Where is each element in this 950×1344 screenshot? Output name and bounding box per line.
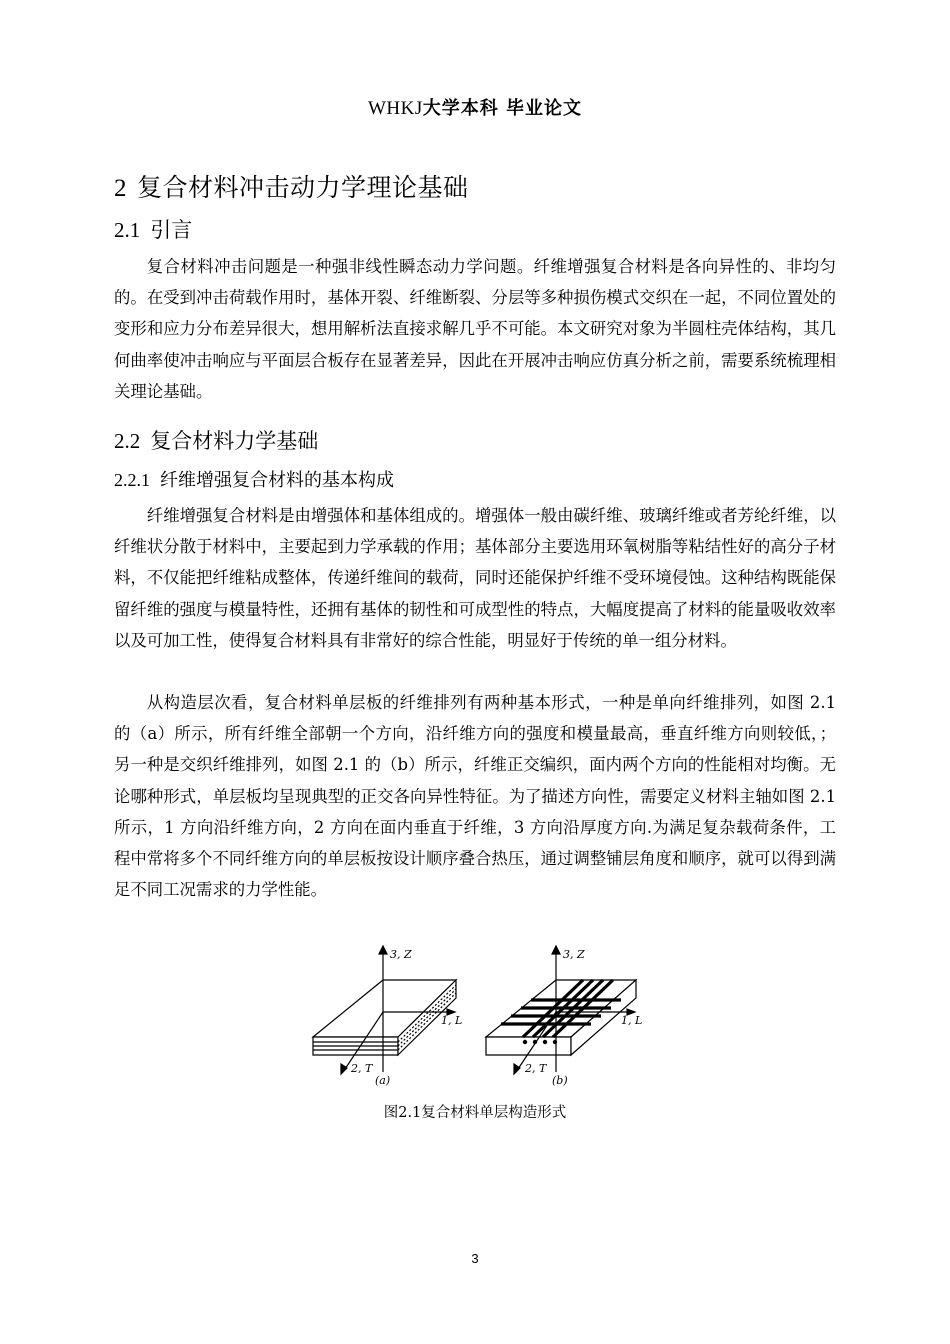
subsection-number: 2.2.1 [114,470,150,490]
section-heading-2-2 [114,425,318,455]
lamina-woven [486,946,636,1074]
axis-label-b-2t: 2, T [525,1062,547,1075]
header-latin: WHKJ [367,98,423,119]
subsection-heading-2-2-1 [114,466,394,492]
lamina-unidirectional [313,946,456,1074]
axis-label-b-3z: 3, Z [563,948,585,961]
axis-label-a-3z: 3, Z [390,948,412,961]
section-title: 复合材料力学基础 [150,429,319,453]
page-number: 3 [471,1251,479,1266]
chapter-title: 复合材料冲击动力学理论基础 [137,173,469,202]
section-heading-2-1 [114,214,192,244]
section-title: 引言 [150,218,193,242]
running-header [0,94,950,120]
section-number: 2.2 [114,429,141,453]
subfigure-label-a: (a) [375,1074,391,1087]
section-number: 2.1 [114,218,141,242]
figure-2-1 [303,942,649,1088]
chapter-number: 2 [114,175,127,202]
axis-label-b-1l: 1, L [621,1014,643,1027]
paragraph-intro: 复合材料冲击问题是一种强非线性瞬态动力学问题。纤维增强复合材料是各向异性的、非均匀的。在受到冲击荷载作用时，基体开裂、纤维断裂、分层等多种损伤模式交织在一起，不同位置处的变形和应力分布差异很大，想用解析法直接求解几乎不可能。本文研究对象为半圆柱壳体结构，其几何曲率使冲击响应与平面层合板存在显著差异，因此在开展冲击响应仿真分析之前，需要系统梳理相关理论基础。 [114,257,836,401]
header-title: 大学本科 毕业论文 [422,98,583,119]
paragraph-structure: 从构造层次看，复合材料单层板的纤维排列有两种基本形式，一种是单向纤维排列，如图 2.1 的（a）所示，所有纤维全部朝一个方向，沿纤维方向的强度和模量最高，垂直纤维方向则较低，；另一种是交织纤维排列，如图 2.1 的（b）所示，纤维正交编织，面内两个方向的性能相对均衡。无论哪种形式，单层板均呈现典型的正交各向异性特征。为了描述方向性，需要定义材料主轴如图 2.1 所示，1 方向沿纤维方向，2 方向在面内垂直于纤维，3 方向沿厚度方向.为满足复杂载荷条件，工程中常将多个不同纤维方向的单层板按设计顺序叠合热压，通过调整铺层角度和顺序，就可以得到满足不同工况需求的力学性能。 [114,693,836,900]
axis-label-a-1l: 1, L [441,1014,463,1027]
subfigure-label-b: (b) [552,1074,568,1087]
subsection-title: 纤维增强复合材料的基本构成 [160,470,394,491]
figure-caption: 图2.1复合材料单层构造形式 [383,1105,567,1121]
axis-label-a-2t: 2, T [351,1062,373,1075]
chapter-heading [114,168,469,204]
paragraph-composition: 纤维增强复合材料是由增强体和基体组成的。增强体一般由碳纤维、玻璃纤维或者芳纶纤维，以纤维状分散于材料中，主要起到力学承载的作用；基体部分主要选用环氧树脂等粘结性好的高分子材料，不仅能把纤维粘成整体，传递纤维间的载荷，同时还能保护纤维不受环境侵蚀。这种结构既能保留纤维的强度与模量特性，还拥有基体的韧性和可成型性的特点，大幅度提高了材料的能量吸收效率以及可加工性，使得复合材料具有非常好的综合性能，明显好于传统的单一组分材料。 [114,506,836,650]
